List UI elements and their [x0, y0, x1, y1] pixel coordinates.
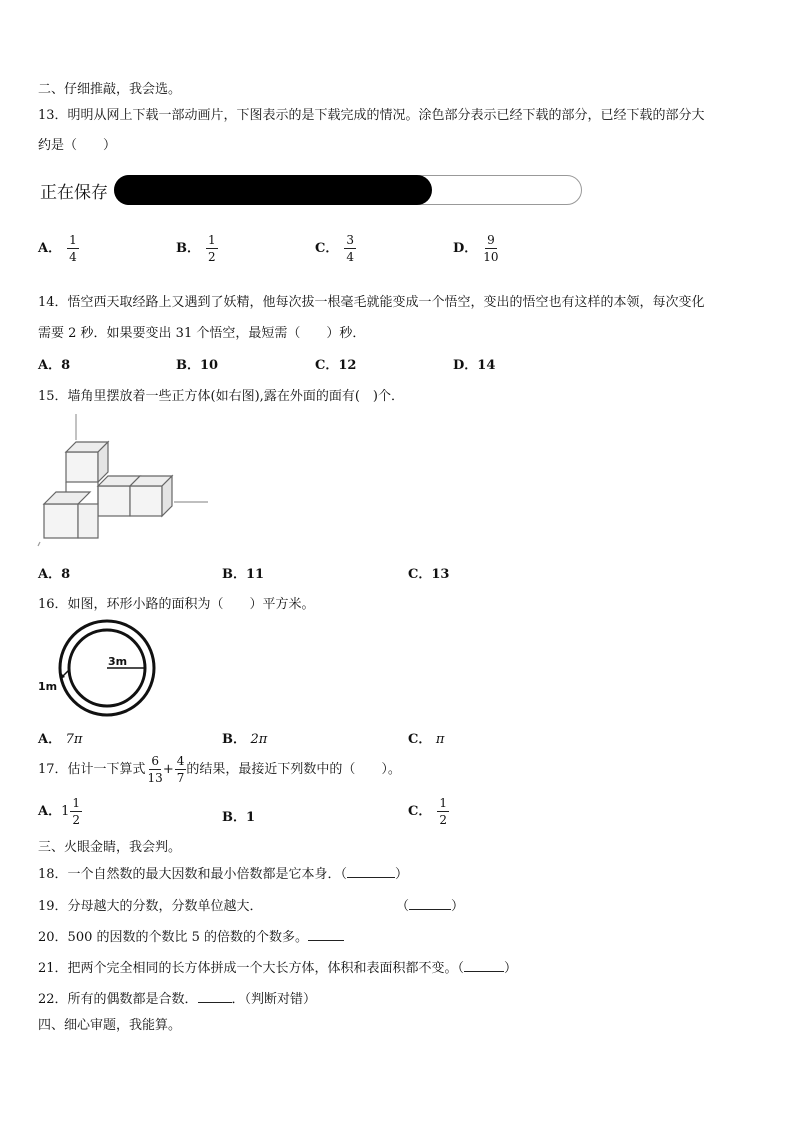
option-c: C． $\frac{1}{2}$: [408, 796, 447, 827]
option-a: A．8: [38, 358, 71, 373]
progress-fill: [114, 175, 432, 205]
question-21-text: 21．把两个完全相同的长方体拼成一个大长方体，体积和表面积都不变。（ ）: [38, 961, 518, 976]
inner-radius-label: 3m: [108, 655, 128, 668]
option-b: B．10: [176, 358, 219, 373]
question-14-text-cont: 需要 2 秒．如果要变出 31 个悟空，最短需（ ）秒．: [38, 326, 366, 341]
option-a: A． $\frac{1}{4}$: [38, 233, 77, 264]
option-c: C． $\frac{3}{4}$: [315, 233, 354, 264]
answer-blank[interactable]: [198, 990, 232, 1003]
answer-paren: （ ）: [396, 899, 465, 914]
section-title: 四、细心审题，我能算。: [38, 1018, 182, 1033]
answer-blank[interactable]: [464, 959, 504, 972]
question-13-text: 13．明明从网上下载一部动画片，下图表示的是下载完成的情况。涂色部分表示已经下载的部分，已经下载的部分大: [38, 108, 705, 123]
option-d: D． $\frac{9}{10}$: [453, 233, 499, 264]
path-width-label: 1m: [38, 680, 58, 693]
question-15-text: 15．墙角里摆放着一些正方体(如右图),露在外面的面有( )个．: [38, 389, 404, 404]
ring-path-figure: [34, 618, 164, 718]
option-c: C．13: [408, 567, 450, 582]
cube-corner-figure: [36, 412, 212, 550]
option-b: B．11: [222, 567, 265, 582]
question-22-text: 22．所有的偶数都是合数． ．（判断对错）: [38, 992, 317, 1007]
option-a: A．1 $\frac{1}{2}$: [38, 796, 81, 827]
question-20-text: 20．500 的因数的个数比 5 的倍数的个数多。: [38, 926, 344, 945]
answer-blank[interactable]: [409, 897, 451, 910]
section-title: 三、火眼金睛，我会判。: [38, 840, 182, 855]
download-progress-bar: [114, 175, 582, 205]
option-a: A．8: [38, 567, 71, 582]
answer-blank[interactable]: [308, 928, 344, 941]
option-c: C． π: [408, 732, 445, 747]
section-title: 二、仔细推敲，我会选。: [38, 82, 182, 97]
option-b: B． $\frac{1}{2}$: [176, 233, 216, 264]
progress-label: 正在保存: [40, 183, 108, 203]
question-17-text: 17．估计一下算式 $\frac{6}{13}$ + $\frac{4}{7}$ 的结果，最接近下列数中的（ ）。: [38, 754, 401, 785]
question-14-text: 14．悟空西天取经路上又遇到了妖精，他每次拔一根毫毛就能变成一个悟空，变出的悟空也有这样的本领，每次变化: [38, 295, 705, 310]
question-16-text: 16．如图，环形小路的面积为（ ）平方米。: [38, 597, 315, 612]
option-d: D．14: [453, 358, 496, 373]
question-19-text: 19．分母越大的分数，分数单位越大．: [38, 899, 263, 914]
answer-blank[interactable]: [347, 865, 395, 878]
question-18-text: 18．一个自然数的最大因数和最小倍数都是它本身．（ ）: [38, 867, 409, 882]
option-a: A． 7π: [38, 732, 83, 747]
option-b: B． 2π: [222, 732, 268, 747]
question-13-text-cont: 约是（ ）: [38, 138, 117, 153]
option-c: C．12: [315, 358, 357, 373]
option-b: B．1: [222, 810, 256, 825]
